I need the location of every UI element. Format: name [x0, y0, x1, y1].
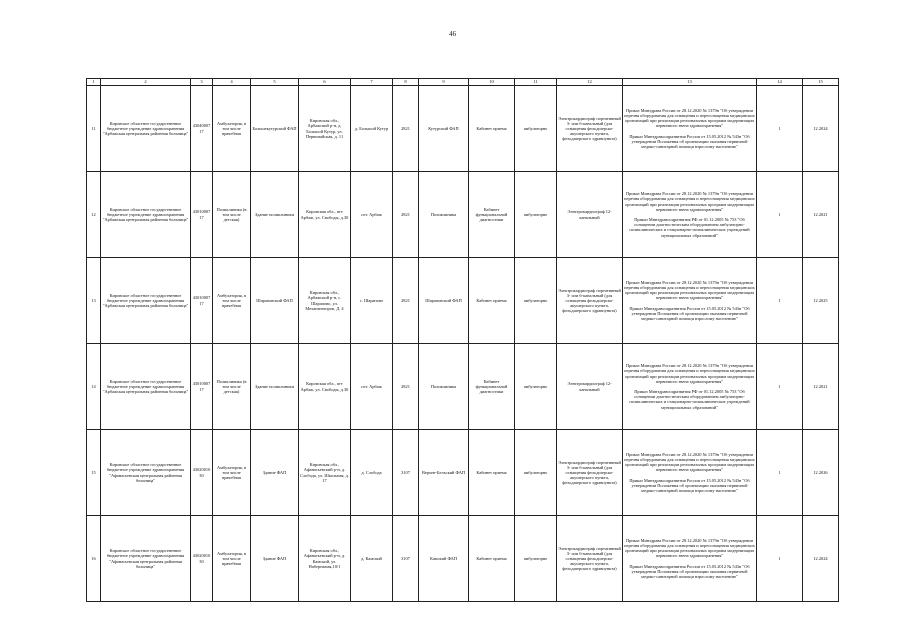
legal-basis: [623, 258, 757, 344]
code: 3107: [393, 516, 419, 602]
row-number: 14: [87, 344, 101, 430]
legal-basis-item: Приказ Минздравсоцразвития РФ от 01.12.2005 № 753 "Об оснащении диагностическим оборудованием амбулаторно-поликлинических и стационарно-поликлинических учреждений муниципальных образований": [629, 217, 750, 238]
code: 2821: [393, 258, 419, 344]
building: Здание поликлиники: [251, 172, 299, 258]
inn: 4304000717: [191, 86, 213, 172]
care-profile: амбулаторно: [515, 86, 557, 172]
col-num: 8: [393, 79, 419, 86]
quantity: 1: [757, 86, 803, 172]
col-num: 6: [299, 79, 351, 86]
date: 12.2021: [803, 344, 839, 430]
equipment: Электрокардиограф портативный 3- или 6-канальный (для оснащения фельдшерско-акушерского пункта, фельдшерского здравпункта): [557, 430, 623, 516]
date: 12.2025: [803, 258, 839, 344]
table-row: [87, 516, 839, 602]
legal-basis: [623, 86, 757, 172]
col-num: 2: [101, 79, 191, 86]
building: Здание поликлиники: [251, 344, 299, 430]
col-num: 12: [557, 79, 623, 86]
organization: Кировское областное государственное бюджетное учреждение здравоохранения "Арбажская центральная районная больница": [101, 344, 191, 430]
code: 2821: [393, 86, 419, 172]
code: 3107: [393, 430, 419, 516]
care-profile: амбулаторно: [515, 430, 557, 516]
facility-type: Поликлиника (в том числе детская): [213, 172, 251, 258]
legal-basis-item: Приказ Минздравсоцразвития России от 15.05.2012 № 543н "Об утверждении Положения об организации оказания первичной медико-санитарной помощи взрослому населению": [629, 305, 750, 321]
row-number: 11: [87, 86, 101, 172]
room: Кабинет приема: [469, 516, 515, 602]
inn: 4302001030: [191, 516, 213, 602]
equipment: Электрокардиограф портативный 3- или 6-канальный (для оснащения фельдшерско-акушерского пункта, фельдшерского здравпункта): [557, 258, 623, 344]
legal-basis-item: Приказ Минздрава России от 28.12.2020 № 1379н "Об утверждении перечня оборудования для оснащения и переоснащения медицинских организаций при реализации региональных программ модернизации первичного звена здравоохранения": [624, 537, 755, 559]
unit: Камский ФАП: [419, 516, 469, 602]
room: Кабинет функциональной диагностики: [469, 344, 515, 430]
organization: Кировское областное государственное бюджетное учреждение здравоохранения "Арбажская центральная районная больница": [101, 258, 191, 344]
table-row: [87, 172, 839, 258]
legal-basis-item: Приказ Минздравсоцразвития России от 15.05.2012 № 543н "Об утверждении Положения об организации оказания первичной медико-санитарной помощи взрослому населению": [629, 133, 750, 149]
inn: 4302001030: [191, 430, 213, 516]
quantity: 1: [757, 258, 803, 344]
date: 12.2024: [803, 516, 839, 602]
equipment: Электрокардиограф портативный 3- или 6-канальный (для оснащения фельдшерско-акушерского пункта, фельдшерского здравпункта): [557, 516, 623, 602]
legal-basis: [623, 516, 757, 602]
building: Здание ФАП: [251, 430, 299, 516]
legal-basis-item: Приказ Минздрава России от 28.12.2020 № 1379н "Об утверждении перечня оборудования для оснащения и переоснащения медицинских организаций при реализации региональных программ модернизации первичного звена здравоохранения": [624, 451, 755, 473]
legal-basis: [623, 344, 757, 430]
room: Кабинет приема: [469, 86, 515, 172]
address: Кировская обл., Афанасьевский р-н, д. Камский, ул. Набережная,10/1: [299, 516, 351, 602]
col-num: 9: [419, 79, 469, 86]
equipment: Электрокардиограф 12-канальный: [557, 172, 623, 258]
col-num: 7: [351, 79, 393, 86]
col-num: 11: [515, 79, 557, 86]
row-number: 15: [87, 430, 101, 516]
address: Кировская обл., Арбажский р-н, д. Большой Кутур, ул. Первомайская, д. 11: [299, 86, 351, 172]
col-num: 1: [87, 79, 101, 86]
organization: Кировское областное государственное бюджетное учреждение здравоохранения "Арбажская центральная районная больница": [101, 86, 191, 172]
column-number-row: [87, 79, 839, 86]
equipment: Электрокардиограф 12-канальный: [557, 344, 623, 430]
locality: пгт. Арбаж: [351, 172, 393, 258]
facility-type: Амбулатория, в том числе врачебная: [213, 258, 251, 344]
col-num: 13: [623, 79, 757, 86]
legal-basis-item: Приказ Минздрава России от 28.12.2020 № 1379н "Об утверждении перечня оборудования для оснащения и переоснащения медицинских организаций при реализации региональных программ модернизации первичного звена здравоохранения": [624, 363, 755, 384]
date: 12.2021: [803, 172, 839, 258]
address: Кировская обл., пгт Арбаж, ул. Свободы, д.30: [299, 344, 351, 430]
legal-basis: [623, 172, 757, 258]
locality: пгт. Арбаж: [351, 344, 393, 430]
care-profile: амбулаторно: [515, 516, 557, 602]
quantity: 1: [757, 172, 803, 258]
building: Большекутурский ФАП: [251, 86, 299, 172]
quantity: 1: [757, 344, 803, 430]
row-number: 16: [87, 516, 101, 602]
address: Кировская обл., пгт Арбаж, ул. Свободы, д.30: [299, 172, 351, 258]
row-number: 12: [87, 172, 101, 258]
room: Кабинет приема: [469, 430, 515, 516]
legal-basis-item: Приказ Минздравсоцразвития России от 15.05.2012 № 543н "Об утверждении Положения об организации оказания первичной медико-санитарной помощи взрослому населению": [629, 477, 750, 493]
facility-type: Амбулатория, в том числе врачебная: [213, 430, 251, 516]
col-num: 10: [469, 79, 515, 86]
legal-basis-item: Приказ Минздравсоцразвития РФ от 01.12.2005 № 753 "Об оснащении диагностическим оборудованием амбулаторно-поликлинических и стационарно-поликлинических учреждений муниципальных образований": [629, 389, 750, 410]
date: 12.2024: [803, 86, 839, 172]
col-num: 4: [213, 79, 251, 86]
col-num: 15: [803, 79, 839, 86]
locality: с. Шарапово: [351, 258, 393, 344]
table-row: [87, 258, 839, 344]
address: Кировская обл., Афанасьевский р-н, д. Слобода, ул. Школьная, д. 17: [299, 430, 351, 516]
care-profile: амбулаторно: [515, 344, 557, 430]
locality: д. Большой Кутур: [351, 86, 393, 172]
unit: Шараповский ФАП: [419, 258, 469, 344]
code: 2821: [393, 172, 419, 258]
code: 2821: [393, 344, 419, 430]
facility-type: Амбулатория, в том числе врачебная: [213, 86, 251, 172]
facility-type: Амбулатория, в том числе врачебная: [213, 516, 251, 602]
locality: д. Слобода: [351, 430, 393, 516]
organization: Кировское областное государственное бюджетное учреждение здравоохранения "Арбажская центральная районная больница": [101, 172, 191, 258]
unit: Поликлиника: [419, 344, 469, 430]
organization: Кировское областное государственное бюджетное учреждение здравоохранения "Афанасьевская центральная районная больница": [101, 430, 191, 516]
row-number: 13: [87, 258, 101, 344]
quantity: 1: [757, 430, 803, 516]
quantity: 1: [757, 516, 803, 602]
unit: Поликлиника: [419, 172, 469, 258]
organization: Кировское областное государственное бюджетное учреждение здравоохранения "Афанасьевская центральная районная больница": [101, 516, 191, 602]
equipment: Электрокардиограф портативный 3- или 6-канальный (для оснащения фельдшерско-акушерского пункта, фельдшерского здравпункта): [557, 86, 623, 172]
table-row: [87, 430, 839, 516]
col-num: 5: [251, 79, 299, 86]
inn: 4301000717: [191, 172, 213, 258]
legal-basis-item: Приказ Минздрава России от 28.12.2020 № 1379н "Об утверждении перечня оборудования для оснащения и переоснащения медицинских организаций при реализации региональных программ модернизации первичного звена здравоохранения": [624, 279, 755, 301]
legal-basis-item: Приказ Минздрава России от 28.12.2020 № 1379н "Об утверждении перечня оборудования для оснащения и переоснащения медицинских организаций при реализации региональных программ модернизации первичного звена здравоохранения": [624, 107, 755, 129]
building: Здание ФАП: [251, 516, 299, 602]
unit: Верхне-Бельский ФАП: [419, 430, 469, 516]
room: Кабинет приема: [469, 258, 515, 344]
care-profile: амбулаторно: [515, 258, 557, 344]
equipment-register-table: [86, 78, 839, 602]
address: Кировская обл., Арбажский р-н, с. Шарапово, ул. Механизаторов, Д. 4: [299, 258, 351, 344]
legal-basis-item: Приказ Минздрава России от 28.12.2020 № 1379н "Об утверждении перечня оборудования для оснащения и переоснащения медицинских организаций при реализации региональных программ модернизации первичного звена здравоохранения": [624, 191, 755, 212]
inn: 4301000717: [191, 344, 213, 430]
inn: 4301000717: [191, 258, 213, 344]
legal-basis: [623, 430, 757, 516]
room: Кабинет функциональной диагностики: [469, 172, 515, 258]
locality: д. Камский: [351, 516, 393, 602]
unit: Кутурский ФАП: [419, 86, 469, 172]
date: 12.2026: [803, 430, 839, 516]
table-row: [87, 344, 839, 430]
legal-basis-item: Приказ Минздравсоцразвития России от 15.05.2012 № 543н "Об утверждении Положения об организации оказания первичной медико-санитарной помощи взрослому населению": [629, 563, 750, 579]
col-num: 3: [191, 79, 213, 86]
care-profile: амбулаторно: [515, 172, 557, 258]
facility-type: Поликлиника (в том числе детская): [213, 344, 251, 430]
page-number: 46: [449, 30, 456, 38]
col-num: 14: [757, 79, 803, 86]
building: Шараповский ФАП: [251, 258, 299, 344]
table-row: [87, 86, 839, 172]
